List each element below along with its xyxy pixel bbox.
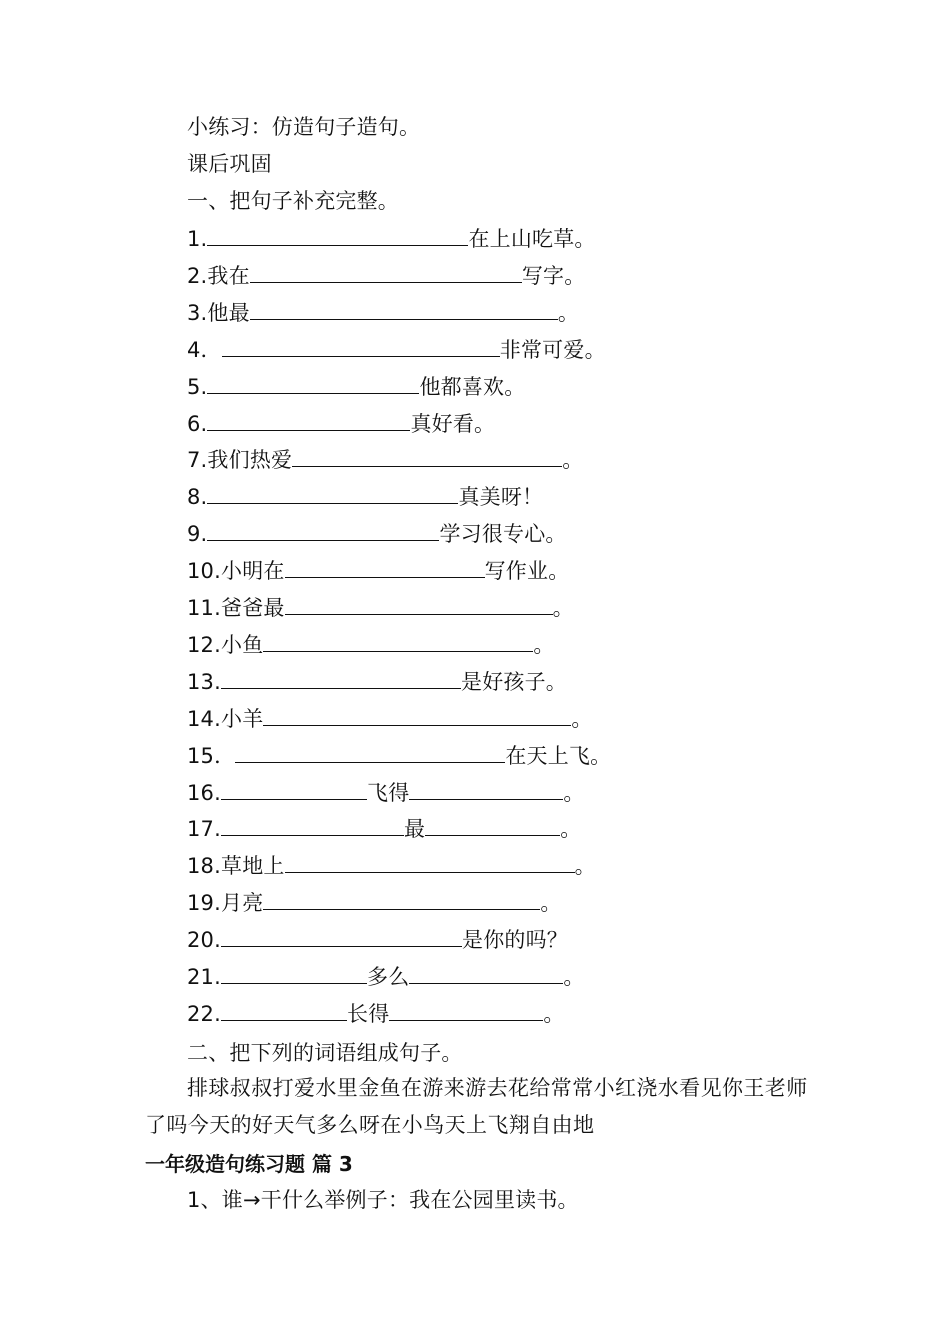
fill-in-item [187,371,525,401]
item-suffix: 。 [533,633,555,657]
section3-heading: 一年级造句练习题 篇 3 [145,1152,353,1176]
section3-item-1: 1、谁→干什么举例子：我在公园里读书。 [187,1188,579,1212]
fill-in-item [187,850,596,880]
item-prefix: 6. [187,412,208,436]
answer-blank [221,777,367,800]
item-prefix: 13. [187,670,221,694]
answer-blank [263,629,533,652]
item-suffix: 在上山吃草。 [468,227,596,251]
answer-blank [235,740,505,763]
item-prefix: 17. [187,817,221,841]
answer-blank [207,481,458,504]
answer-blank [409,777,563,800]
item-prefix: 12.小鱼 [187,633,264,657]
fill-in-item [187,777,585,807]
item-suffix: 写字。 [521,264,586,288]
item-suffix: 。 [560,817,582,841]
answer-blank [207,223,468,246]
section1-title: 一、把句子补充完整。 [187,189,399,213]
item-prefix: 4． [187,338,222,362]
item-prefix: 9. [187,522,208,546]
item-suffix: 写作业。 [484,559,570,583]
fill-in-item [187,924,568,954]
item-middle: 多么 [367,965,410,989]
item-suffix: 。 [552,596,574,620]
item-suffix: 。 [557,301,580,325]
answer-blank [263,887,540,910]
item-prefix: 1. [187,227,208,251]
item-prefix: 15． [187,744,236,768]
answer-blank [425,813,560,836]
item-suffix: 真美呀！ [458,485,544,509]
fill-in-item [187,518,567,548]
answer-blank [250,260,522,283]
item-suffix: 。 [574,854,596,878]
fill-in-item [187,481,543,511]
item-middle: 最 [404,817,426,841]
answer-blank [222,334,500,357]
fill-in-item [187,703,593,733]
answer-blank [285,850,575,873]
item-prefix: 2.我在 [187,264,250,288]
item-suffix: 。 [540,891,562,915]
item-suffix: 。 [571,707,593,731]
item-prefix: 18.草地上 [187,854,285,878]
fill-in-item [187,334,606,364]
fill-in-item [187,592,574,622]
answer-blank [250,297,558,320]
answer-blank [207,518,439,541]
item-middle: 长得 [347,1002,390,1026]
answer-blank [292,444,562,467]
answer-blank [221,961,367,984]
fill-in-item [187,297,579,327]
answer-blank [221,666,461,689]
section2-title: 二、把下列的词语组成句子。 [187,1041,463,1065]
answer-blank [263,703,571,726]
fill-in-item [187,887,562,917]
answer-blank [221,924,462,947]
item-prefix: 5. [187,375,208,399]
fill-in-item [187,444,583,474]
item-prefix: 20. [187,928,221,952]
item-prefix: 11.爸爸最 [187,596,285,620]
answer-blank [207,408,410,431]
item-prefix: 3.他最 [187,301,250,325]
fill-in-item [187,629,555,659]
fill-in-item [187,223,596,253]
answer-blank [285,592,553,615]
answer-blank [221,998,347,1021]
consolidation-title: 课后巩固 [187,152,272,176]
fill-in-item [187,555,569,585]
answer-blank [409,961,563,984]
item-prefix: 16. [187,781,221,805]
item-suffix: 他都喜欢。 [419,375,526,399]
answer-blank [285,555,485,578]
item-prefix: 14.小羊 [187,707,264,731]
fill-in-item [187,260,585,290]
item-suffix: 。 [562,448,584,472]
item-suffix: 学习很专心。 [439,522,567,546]
item-prefix: 21. [187,965,221,989]
item-suffix: 是好孩子。 [461,670,567,694]
fill-in-item [187,740,611,770]
item-prefix: 22. [187,1002,221,1026]
answer-blank [389,998,543,1021]
item-prefix: 7.我们热爱 [187,448,293,472]
item-suffix: 在天上飞。 [505,744,612,768]
practice-instruction: 小练习：仿造句子造句。 [187,115,421,139]
fill-in-item [187,813,581,843]
item-suffix: 。 [543,1002,565,1026]
item-prefix: 10.小明在 [187,559,285,583]
answer-blank [221,813,404,836]
fill-in-item [187,408,495,438]
item-suffix: 。 [563,965,585,989]
item-prefix: 8. [187,485,208,509]
item-suffix: 真好看。 [410,412,496,436]
item-suffix: 非常可爱。 [499,338,606,362]
item-prefix: 19.月亮 [187,891,264,915]
fill-in-item [187,961,585,991]
item-suffix: 是你的吗？ [462,928,568,952]
fill-in-item [187,998,565,1028]
word-bank-paragraph: 排球叔叔打爱水里金鱼在游来游去花给常常小红浇水看见你王老师了吗今天的好天气多么呀在小鸟天上飞翔自由地 [145,1076,808,1137]
answer-blank [207,371,419,394]
item-middle: 飞得 [367,781,410,805]
item-suffix: 。 [563,781,585,805]
fill-in-item [187,666,567,696]
